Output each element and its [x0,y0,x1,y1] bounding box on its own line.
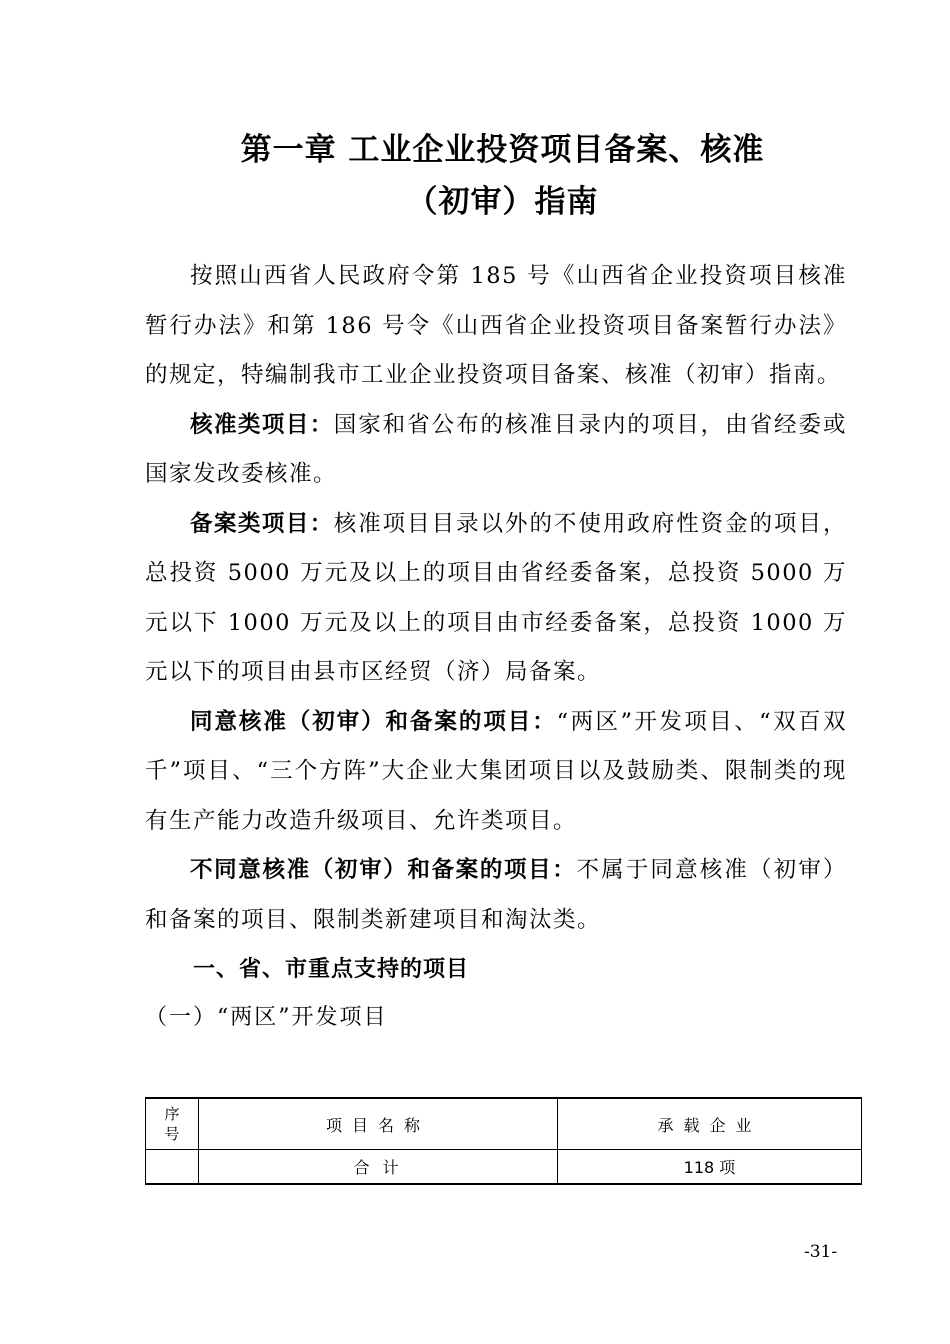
table-row [146,1150,862,1185]
total-label: 合 计 [199,1150,558,1185]
paragraph-lead: 同意核准（初审）和备案的项目： [190,708,557,735]
paragraph-agreed-projects [145,698,847,847]
paragraph-lead: 不同意核准（初审）和备案的项目： [190,857,577,883]
total-count: 118 项 [558,1150,862,1185]
header-company: 承载企业 [558,1098,862,1150]
paragraph-rejected-projects [145,846,847,945]
chapter-title-line2: （初审）指南 [406,184,599,220]
header-seq-line1: 序 [164,1105,180,1123]
header-project-name: 项目名称 [199,1098,558,1150]
document-body [145,252,847,1041]
projects-table [145,1097,862,1185]
page-number: -31- [804,1242,838,1262]
intro-paragraph: 按照山西省人民政府令第 185 号《山西省企业投资项目核准暂行办法》和第 186 号令《山西省企业投资项目备案暂行办法》的规定，特编制我市工业企业投资项目备案、核准（初审）指南。 [145,263,847,388]
paragraph-filing-projects [145,500,847,698]
paragraph-lead: 核准类项目： [190,411,334,438]
section-heading: 一、省、市重点支持的项目 [193,957,470,982]
paragraph-text: 核准项目目录以外的不使用政府性资金的项目，总投资 5000 万元及以上的项目由省经委备案，总投资 5000 万元以下 1000 万元及以上的项目由市经委备案，总投资 1000 万元以下的项目由县市区经贸（济）局备案。 [145,510,847,685]
total-seq [146,1150,199,1185]
subsection-heading: （一）“两区”开发项目 [145,1004,388,1030]
table-header-row [146,1098,862,1150]
header-seq [146,1098,199,1150]
paragraph-lead: 备案类项目： [190,510,334,537]
paragraph-text: “两区”开发项目、“双百双千”项目、“三个方阵”大企业大集团项目以及鼓励类、限制类的现有生产能力改造升级项目、允许类项目。 [145,708,847,834]
chapter-title-line1: 第一章 工业企业投资项目备案、核准 [240,132,765,168]
paragraph-text: 不属于同意核准（初审）和备案的项目、限制类新建项目和淘汰类。 [145,857,847,933]
header-seq-line2: 号 [164,1125,180,1143]
paragraph-text: 国家和省公布的核准目录内的项目，由省经委或国家发改委核准。 [145,411,847,487]
paragraph-approval-projects [145,401,847,500]
